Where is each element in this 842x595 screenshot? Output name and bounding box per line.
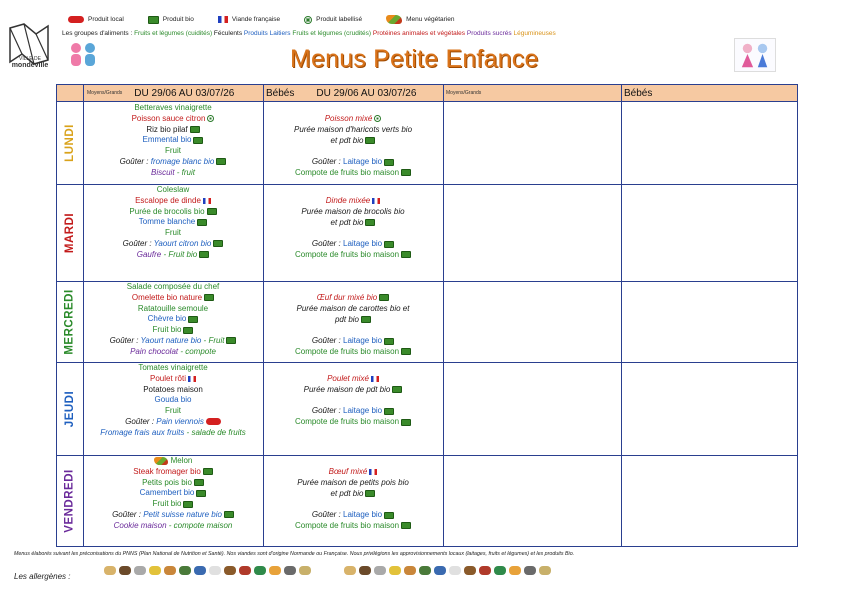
flower-icon <box>207 115 214 122</box>
header-bebes-next: Bébés <box>621 85 797 102</box>
menu-line <box>84 478 262 489</box>
menu-text: - Fruit <box>201 335 225 345</box>
menu-line <box>84 488 262 499</box>
bio-icon <box>379 294 389 301</box>
menu-text: Laitage bio <box>340 336 383 346</box>
menu-text: Purée maison de carottes bio et <box>296 303 410 313</box>
menu-line <box>84 228 262 239</box>
day-label-mercredi <box>57 281 83 362</box>
menu-line <box>84 125 262 136</box>
menu-line <box>264 207 442 218</box>
menu-text: Purée de brocolis bio <box>129 206 205 216</box>
menu-text <box>352 325 354 334</box>
row-divider <box>621 184 797 185</box>
menu-text: Ratatouille semoule <box>137 303 209 313</box>
menu-line <box>264 417 442 428</box>
footer-note: Menus élaborés suivant les préconisations du PNNS (Plan National de Nutrition et Santé). Nos viandes sont d'origine Normande ou Française. Nous privilégions les approvisionnements locaux (laitages, fruits et légumes) et les produits Bio. <box>14 551 575 557</box>
column-divider <box>443 85 444 546</box>
menu-cell-bebes <box>264 196 442 279</box>
menu-line <box>84 385 262 396</box>
menu-line <box>84 103 262 114</box>
menu-cell-bebes <box>264 374 442 453</box>
menu-text: - compote maison <box>166 520 233 530</box>
menu-text: Fromage frais aux fruits <box>100 427 185 437</box>
menu-line <box>84 521 262 532</box>
vegetable-icon <box>386 15 402 24</box>
column-divider <box>621 85 622 546</box>
flag-icon <box>218 16 228 23</box>
allergen-icon <box>134 566 146 575</box>
vegetable-icon <box>154 457 168 465</box>
menu-text: - Fruit bio <box>161 249 198 259</box>
bio-icon <box>204 294 214 301</box>
menu-line <box>264 325 442 336</box>
menu-cell-bebes <box>264 114 442 182</box>
menu-line <box>84 499 262 510</box>
menu-text: Goûter : <box>311 406 341 416</box>
legend <box>68 15 472 24</box>
menu-text: Laitage bio <box>340 510 383 520</box>
menu-line <box>264 478 442 489</box>
menu-line <box>264 125 442 136</box>
menu-text: Gaufre <box>136 249 162 259</box>
menu-text: Goûter : <box>122 238 152 248</box>
menu-cell-grands <box>84 185 262 280</box>
menu-text: Coleslaw <box>156 185 190 194</box>
menu-text: Laitage bio <box>340 239 383 249</box>
menu-text: Omelette bio nature <box>131 292 203 302</box>
menu-text: et pdt bio <box>330 488 364 498</box>
allergen-icon <box>179 566 191 575</box>
menu-table <box>56 84 798 547</box>
allergen-icon <box>434 566 446 575</box>
menu-text: Tomme blanche <box>138 217 196 227</box>
menu-text: Goûter : <box>311 239 341 249</box>
menu-text: Yaourt citron bio <box>151 238 212 248</box>
menu-text: Purée maison de pdt bio <box>303 384 391 394</box>
allergen-icon <box>239 566 251 575</box>
allergen-icon <box>509 566 521 575</box>
flower-icon <box>304 16 312 24</box>
menu-text: Compote de fruits bio maison <box>294 249 400 259</box>
allergen-icon <box>299 566 311 575</box>
day-label-vendredi <box>57 455 83 546</box>
menu-text: Dinde mixée <box>325 196 371 205</box>
bio-icon <box>194 479 204 486</box>
menu-line <box>84 325 262 336</box>
menu-text: Goûter : <box>112 509 141 519</box>
allergen-icon <box>164 566 176 575</box>
menu-text: Yaourt nature bio <box>138 335 202 345</box>
menu-line <box>264 239 442 250</box>
allergen-icon <box>104 566 116 575</box>
flag-icon <box>188 376 196 382</box>
menu-cell-grands <box>84 456 262 545</box>
day-name: LUNDI <box>64 124 77 162</box>
menu-line <box>84 467 262 478</box>
menu-line <box>264 347 442 358</box>
menu-line <box>84 336 262 347</box>
flag-icon <box>203 198 211 204</box>
menu-text <box>352 499 354 508</box>
day-name: VENDREDI <box>64 468 76 533</box>
menu-line <box>84 250 262 261</box>
menu-line <box>264 157 442 168</box>
menu-line <box>264 114 442 125</box>
menu-line <box>264 196 442 207</box>
menu-line <box>84 347 262 358</box>
allergen-icon <box>404 566 416 575</box>
menu-line <box>264 396 442 407</box>
allergen-icons <box>344 566 551 578</box>
allergens-label: Les allergènes : <box>14 572 71 581</box>
menu-text: Salade composée du chef <box>126 282 220 291</box>
row-divider <box>443 184 619 185</box>
menu-cell-grands <box>84 282 262 361</box>
day-label-lundi <box>57 102 83 184</box>
bio-icon <box>365 137 375 144</box>
menu-text: Laitage bio <box>340 406 383 416</box>
local-icon <box>206 418 221 425</box>
city-logo-text: VILLE DE mondeville <box>11 56 49 69</box>
menu-text: Purée maison de petits pois bio <box>297 477 409 487</box>
menu-text <box>352 228 354 237</box>
allergen-icon <box>359 566 371 575</box>
allergen-icon <box>449 566 461 575</box>
menu-text: Emmental bio <box>142 135 192 145</box>
allergen-icon <box>389 566 401 575</box>
bio-icon <box>384 241 394 248</box>
menu-text: Tomates vinaigrette <box>138 363 208 372</box>
header-corner <box>57 85 83 102</box>
bio-icon <box>224 511 234 518</box>
bio-icon <box>203 468 213 475</box>
bio-icon <box>384 512 394 519</box>
menu-line <box>84 293 262 304</box>
menu-line <box>84 456 262 467</box>
menu-text: Bœuf mixé <box>328 467 368 476</box>
menu-text: Compote de fruits bio maison <box>294 520 400 530</box>
flag-icon <box>371 376 379 382</box>
bio-icon <box>401 522 411 529</box>
menu-text: Fruit <box>165 228 181 238</box>
menu-line <box>84 239 262 250</box>
menu-text: Petits pois bio <box>142 477 192 487</box>
header-bebes-week: Bébés DU 29/06 AU 03/07/26 <box>263 85 443 102</box>
day-name: MERCREDI <box>64 288 76 355</box>
menu-line <box>264 336 442 347</box>
menu-text: Goûter : <box>311 336 341 346</box>
row-divider <box>443 455 619 456</box>
menu-text: Fruit <box>165 406 181 416</box>
menu-text: Poulet mixé <box>327 374 369 383</box>
menu-line <box>84 395 262 406</box>
menu-text: Goûter : <box>311 510 341 520</box>
allergen-icon <box>539 566 551 575</box>
legend-item: Menu végétarien <box>386 15 454 24</box>
menu-text: Pain viennois <box>154 416 204 426</box>
allergen-icon <box>224 566 236 575</box>
menu-cell-grands <box>84 363 262 454</box>
menu-text: Compote de fruits bio maison <box>294 346 400 356</box>
menu-text: Gouda bio <box>154 395 192 405</box>
menu-line <box>264 374 442 385</box>
menu-line <box>84 168 262 179</box>
day-label-jeudi <box>57 362 83 455</box>
menu-text: Pain chocolat <box>130 346 179 356</box>
bio-icon <box>196 490 206 497</box>
allergen-icon <box>254 566 266 575</box>
day-label-mardi <box>57 184 83 281</box>
menu-text: et pdt bio <box>330 135 364 145</box>
bio-icon <box>213 240 223 247</box>
menu-line <box>264 228 442 239</box>
bio-icon <box>193 137 203 144</box>
menu-cell-bebes <box>264 293 442 360</box>
bio-icon <box>401 419 411 426</box>
menu-line <box>264 250 442 261</box>
menu-text: Melon <box>170 456 193 465</box>
menu-line <box>264 304 442 315</box>
legend-item: Produit bio <box>148 16 194 24</box>
header-grands-week: Moyens/Grands DU 29/06 AU 03/07/26 <box>83 85 263 102</box>
menu-line <box>84 304 262 315</box>
menu-line <box>84 510 262 521</box>
menu-line <box>264 136 442 147</box>
menu-line <box>84 363 262 374</box>
row-divider <box>443 281 619 282</box>
menu-line <box>84 185 262 196</box>
local-icon <box>68 16 84 23</box>
allergen-icon <box>494 566 506 575</box>
menu-line <box>264 499 442 510</box>
row-divider <box>621 455 797 456</box>
menu-text: Compote de fruits bio maison <box>294 167 400 177</box>
flag-icon <box>369 469 377 475</box>
bio-icon <box>190 126 200 133</box>
menu-line <box>84 417 262 428</box>
allergen-icon <box>524 566 536 575</box>
menu-text: - salade de fruits <box>184 427 246 437</box>
menu-text: Purée maison d'haricots verts bio <box>293 124 413 134</box>
menu-text: Goûter : <box>311 157 341 167</box>
menu-text: Fruit bio <box>152 499 182 509</box>
menu-text: Riz bio pilaf <box>146 124 188 134</box>
bio-icon <box>207 208 217 215</box>
menu-text: Escalope de dinde <box>135 195 201 205</box>
allergen-icon <box>374 566 386 575</box>
bio-icon <box>401 348 411 355</box>
legend-item: Viande française <box>218 16 280 23</box>
menu-text: - compote <box>178 346 216 356</box>
row-divider <box>621 362 797 363</box>
menu-text: Steak fromager bio <box>133 466 201 476</box>
menu-line <box>84 196 262 207</box>
menu-line <box>84 406 262 417</box>
bio-icon <box>183 501 193 508</box>
menu-line <box>84 114 262 125</box>
allergen-icon <box>464 566 476 575</box>
row-divider <box>621 281 797 282</box>
allergen-icons <box>104 566 311 578</box>
bio-icon <box>401 169 411 176</box>
menu-text: Purée maison de brocolis bio <box>301 206 405 216</box>
menu-line <box>84 314 262 325</box>
allergen-icon <box>149 566 161 575</box>
menu-cell-grands <box>84 103 262 183</box>
legend-item: Produit labellisé <box>304 16 362 24</box>
menu-line <box>264 406 442 417</box>
menu-line <box>264 385 442 396</box>
menu-line <box>264 467 442 478</box>
children-illustration <box>734 38 776 72</box>
menu-text: pdt bio <box>334 314 360 324</box>
bio-icon <box>148 16 159 24</box>
menu-text: Compote de fruits bio maison <box>294 417 400 427</box>
menu-line <box>264 146 442 157</box>
menu-text: Fruit bio <box>152 325 182 335</box>
menu-line <box>84 157 262 168</box>
bio-icon <box>401 251 411 258</box>
menu-text: Potatoes maison <box>143 384 203 394</box>
menu-text: fromage blanc bio <box>148 156 215 166</box>
legend-item: Produit local <box>68 16 124 23</box>
allergen-icon <box>209 566 221 575</box>
menu-text: Goûter : <box>125 416 155 426</box>
menu-text: Œuf dur mixé bio <box>316 293 378 302</box>
menu-line <box>264 218 442 229</box>
menu-text <box>352 396 354 405</box>
bio-icon <box>188 316 198 323</box>
menu-line <box>84 374 262 385</box>
menu-line <box>84 282 262 293</box>
flag-icon <box>372 198 380 204</box>
day-name: MARDI <box>64 212 77 253</box>
day-name: JEUDI <box>64 390 76 427</box>
bio-icon <box>365 219 375 226</box>
menu-text: Betteraves vinaigrette <box>134 103 212 112</box>
flower-icon <box>374 115 381 122</box>
menu-text: Poisson mixé <box>324 114 373 123</box>
menu-line <box>264 489 442 500</box>
allergen-icon <box>284 566 296 575</box>
bio-icon <box>216 158 226 165</box>
menu-text: Camembert bio <box>139 488 195 498</box>
bio-icon <box>197 219 207 226</box>
header-grands-next: Moyens/Grands <box>443 85 621 102</box>
menu-cell-bebes <box>264 467 442 544</box>
bio-icon <box>384 159 394 166</box>
menu-text: Goûter : <box>119 156 149 166</box>
menu-text: Poulet rôti <box>149 373 187 383</box>
allergen-icon <box>479 566 491 575</box>
page-title: Menus Petite Enfance <box>290 45 539 73</box>
allergen-icon <box>269 566 281 575</box>
menu-line <box>264 168 442 179</box>
menu-line <box>264 510 442 521</box>
row-divider <box>443 362 619 363</box>
menu-line <box>84 217 262 228</box>
allergen-icon <box>194 566 206 575</box>
bio-icon <box>226 337 236 344</box>
menu-line <box>264 521 442 532</box>
menu-text: - fruit <box>174 167 195 177</box>
bio-icon <box>199 251 209 258</box>
bio-icon <box>183 327 193 334</box>
bio-icon <box>384 338 394 345</box>
kids-icon <box>66 40 100 70</box>
bio-icon <box>365 490 375 497</box>
menu-text: Petit suisse nature bio <box>140 509 222 519</box>
menu-line <box>264 293 442 304</box>
menu-line <box>264 315 442 326</box>
bio-icon <box>361 316 371 323</box>
menu-text: et pdt bio <box>330 217 364 227</box>
menu-text: Goûter : <box>109 335 139 345</box>
menu-line <box>84 428 262 439</box>
allergen-icon <box>119 566 131 575</box>
allergen-icon <box>344 566 356 575</box>
bio-icon <box>392 386 402 393</box>
food-groups: Les groupes d'aliments : Fruits et légumes (cuidités) Féculents Produits Laitiers Fruits et légumes (crudités) Protéines animales et végétales Produits sucrés Légumineuses <box>62 30 556 37</box>
menu-text: Fruit <box>165 146 181 156</box>
bio-icon <box>384 408 394 415</box>
allergen-icon <box>419 566 431 575</box>
menu-text: Chèvre bio <box>147 314 187 324</box>
menu-line <box>84 135 262 146</box>
menu-text <box>352 146 354 155</box>
menu-text: Cookie maison <box>113 520 167 530</box>
menu-text: Biscuit <box>150 167 175 177</box>
menu-line <box>84 207 262 218</box>
menu-text: Poisson sauce citron <box>131 113 206 123</box>
menu-text: Laitage bio <box>340 157 383 167</box>
menu-line <box>84 146 262 157</box>
